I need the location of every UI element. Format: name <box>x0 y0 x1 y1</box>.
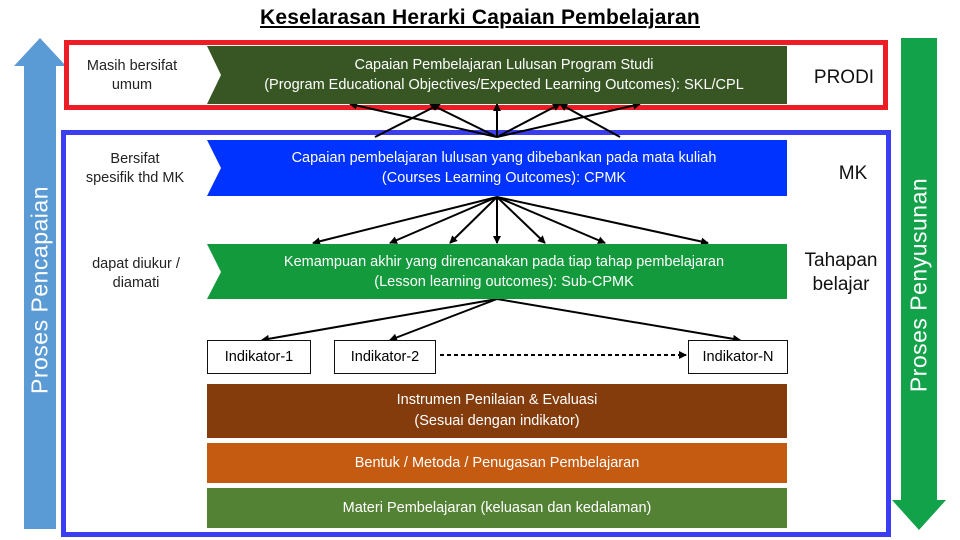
arrow-line <box>390 299 497 340</box>
arrow-line <box>262 299 497 340</box>
arrow-line <box>497 299 740 340</box>
arrow-line <box>375 104 440 137</box>
cpl-right-label: PRODI <box>813 67 875 88</box>
proses-penyusunan-label: Proses Penyusunan <box>905 177 932 393</box>
arrow-line <box>430 104 497 137</box>
proses-pencapaian-label: Proses Pencapaian <box>26 186 53 394</box>
cpmk-box: Capaian pembelajaran lulusan yang dibebankan pada mata kuliah (Courses Learning Outcomes): CPMK <box>207 140 787 196</box>
indikator-2-box: Indikator-2 <box>334 340 436 374</box>
page-title: Keselarasan Herarki Capaian Pembelajaran <box>260 6 700 29</box>
materi-pembelajaran-box: Materi Pembelajaran (keluasan dan kedalaman) <box>207 488 787 528</box>
arrow-line <box>350 104 497 137</box>
cpl-box-notch <box>207 46 221 104</box>
indikator-1-box: Indikator-1 <box>207 340 311 374</box>
subcpmk-right-label: Tahapan belajar <box>804 250 878 295</box>
arrow-line <box>497 197 545 243</box>
subcpmk-left-label: dapat diukur / diamati <box>92 256 180 291</box>
cpl-left-label: Masih bersifat umum <box>86 58 178 93</box>
arrow-line <box>497 197 708 243</box>
arrow-line <box>497 197 605 243</box>
subcpmk-box: Kemampuan akhir yang direncanakan pada tiap tahap pembelajaran (Lesson learning outcomes): Sub-CPMK <box>207 244 787 299</box>
cpmk-left-label: Bersifat spesifik thd MK <box>85 151 185 186</box>
arrow-line <box>497 104 560 137</box>
cpl-box: Capaian Pembelajaran Lulusan Program Studi (Program Educational Objectives/Expected Learning Outcomes): SKL/CPL <box>207 46 787 104</box>
instrumen-penilaian-box: Instrumen Penilaian & Evaluasi (Sesuai dengan indikator) <box>207 384 787 438</box>
subcpmk-box-notch <box>207 244 221 299</box>
bentuk-metoda-box: Bentuk / Metoda / Penugasan Pembelajaran <box>207 443 787 483</box>
cpmk-box-notch <box>207 140 221 196</box>
indikator-n-box: Indikator-N <box>688 340 788 374</box>
cpmk-right-label: MK <box>838 163 868 184</box>
